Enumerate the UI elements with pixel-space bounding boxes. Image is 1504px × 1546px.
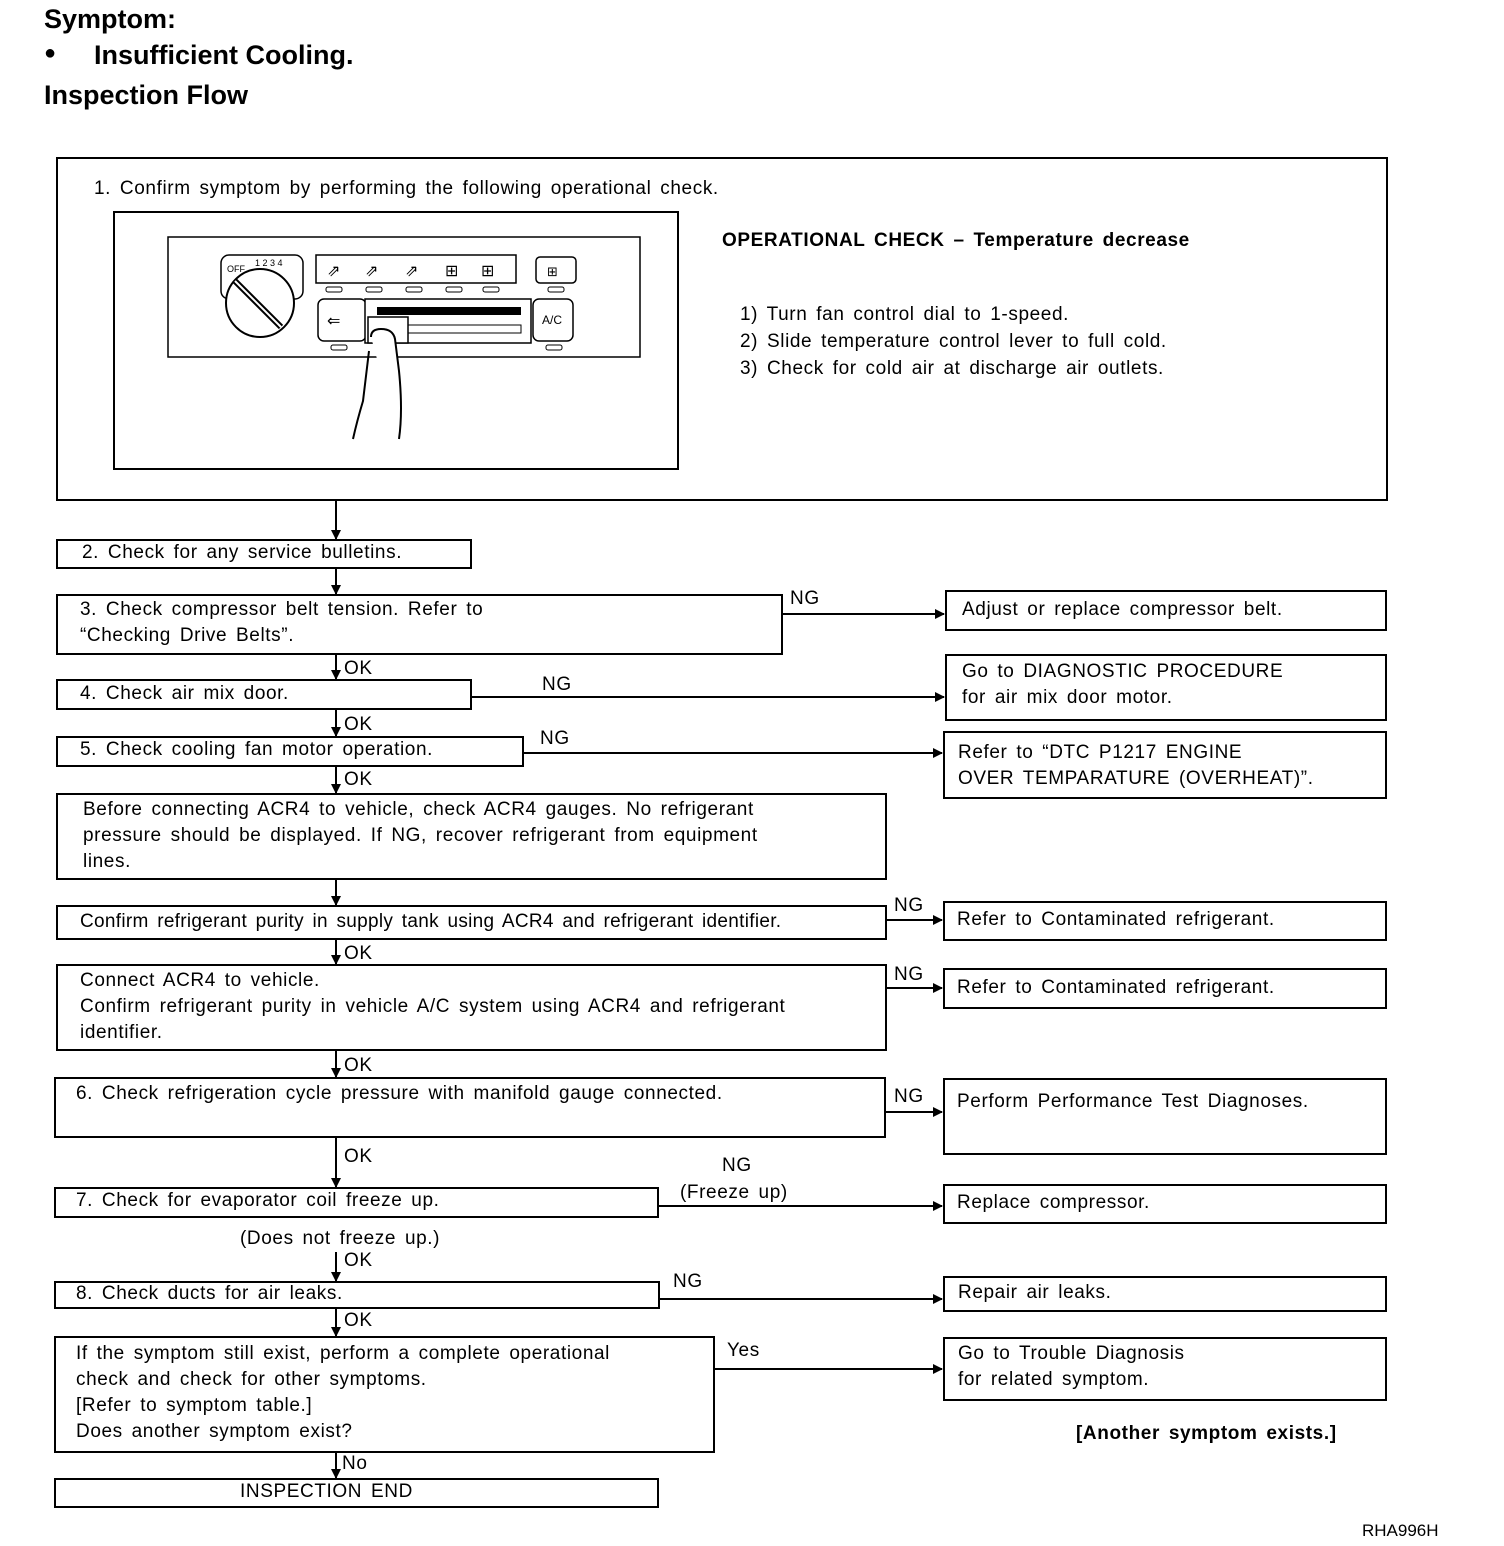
ng-label-5: NG [540, 728, 570, 749]
figure-code: RHA996H [1362, 1521, 1439, 1540]
svg-text:⊞: ⊞ [547, 265, 558, 280]
result-4-text: Go to DIAGNOSTIC PROCEDURE for air mix door motor. [962, 661, 1284, 708]
symptom-label: Symptom: [44, 4, 177, 34]
no-label: No [342, 1453, 368, 1474]
svg-text:⇐: ⇐ [327, 311, 341, 330]
svg-text:1 2 3 4: 1 2 3 4 [255, 258, 283, 268]
svg-text:⇗: ⇗ [365, 261, 379, 280]
svg-text:⊞: ⊞ [445, 261, 459, 280]
ok-label-4: OK [344, 714, 373, 735]
result-6-text: Perform Performance Test Diagnoses. [957, 1091, 1309, 1112]
step4-text: 4. Check air mix door. [80, 683, 289, 704]
ok-label-tank: OK [344, 943, 373, 964]
purity-tank-text: Confirm refrigerant purity in supply tank using ACR4 and refrigerant identifier. [80, 911, 782, 932]
step7-text: 7. Check for evaporator coil freeze up. [76, 1190, 440, 1211]
check-item-2: 2) Slide temperature control lever to full cold. [740, 331, 1167, 352]
step3-text: 3. Check compressor belt tension. Refer to “Checking Drive Belts”. [80, 599, 484, 646]
purity-vehicle-text: Connect ACR4 to vehicle. Confirm refrigerant purity in vehicle A/C system using ACR4 and refrigerant identifier. [80, 970, 786, 1043]
ok-label-5: OK [344, 769, 373, 790]
ac-label: A/C [542, 313, 563, 327]
svg-text:⇗: ⇗ [405, 261, 419, 280]
result-vehicle-text: Refer to Contaminated refrigerant. [957, 977, 1275, 998]
result-8-text: Repair air leaks. [958, 1282, 1112, 1303]
svg-text:⇗: ⇗ [327, 261, 341, 280]
step5-text: 5. Check cooling fan motor operation. [80, 739, 433, 760]
step2-text: 2. Check for any service bulletins. [82, 542, 403, 563]
final-question-text: If the symptom still exist, perform a complete operational check and check for other symptoms. [Refer to symptom table.] Does another symptom exist? [76, 1343, 610, 1442]
flow-title: Inspection Flow [44, 80, 249, 110]
step6-text: 6. Check refrigeration cycle pressure with manifold gauge connected. [76, 1083, 723, 1104]
ok-label-3: OK [344, 658, 373, 679]
result-3-text: Adjust or replace compressor belt. [962, 599, 1283, 620]
check-item-3: 3) Check for cold air at discharge air outlets. [740, 358, 1164, 379]
ok-label-vehicle: OK [344, 1055, 373, 1076]
result-7-text: Replace compressor. [957, 1192, 1150, 1213]
ng-label-8: NG [673, 1271, 703, 1292]
inspection-end-text: INSPECTION END [240, 1481, 413, 1502]
ok-label-6: OK [344, 1146, 373, 1167]
symptom-value: Insufficient Cooling. [94, 40, 354, 70]
result-5-text: Refer to “DTC P1217 ENGINE OVER TEMPARATURE (OVERHEAT)”. [958, 742, 1314, 789]
result-final-text: Go to Trouble Diagnosis for related symptom. [958, 1343, 1185, 1390]
svg-text:⊞: ⊞ [481, 261, 495, 280]
result-tank-text: Refer to Contaminated refrigerant. [957, 909, 1275, 930]
ng-label-7: NG [722, 1155, 752, 1176]
acr4-gauges-text: Before connecting ACR4 to vehicle, check ACR4 gauges. No refrigerant pressure should be displayed. If NG, recover refrigerant from equipment lines. [83, 799, 758, 872]
ng-label-6: NG [894, 1086, 924, 1107]
operational-check-title: OPERATIONAL CHECK – Temperature decrease [722, 230, 1190, 251]
off-label: OFF [227, 264, 245, 274]
step1-text: 1. Confirm symptom by performing the following operational check. [94, 178, 719, 199]
ok-label-7: OK [344, 1250, 373, 1271]
yes-label: Yes [727, 1340, 760, 1361]
check-item-1: 1) Turn fan control dial to 1-speed. [740, 304, 1069, 325]
ng-label-3: NG [790, 588, 820, 609]
another-symptom-label: [Another symptom exists.] [1076, 1423, 1337, 1444]
step8-text: 8. Check ducts for air leaks. [76, 1283, 343, 1304]
freeze-up-label: (Freeze up) [680, 1182, 788, 1203]
ng-label-4: NG [542, 674, 572, 695]
bullet: ● [44, 42, 57, 64]
not-freeze-label: (Does not freeze up.) [240, 1228, 441, 1249]
ng-label-vehicle: NG [894, 964, 924, 985]
ok-label-8: OK [344, 1310, 373, 1331]
control-panel-illustration [113, 211, 679, 471]
ng-label-tank: NG [894, 895, 924, 916]
